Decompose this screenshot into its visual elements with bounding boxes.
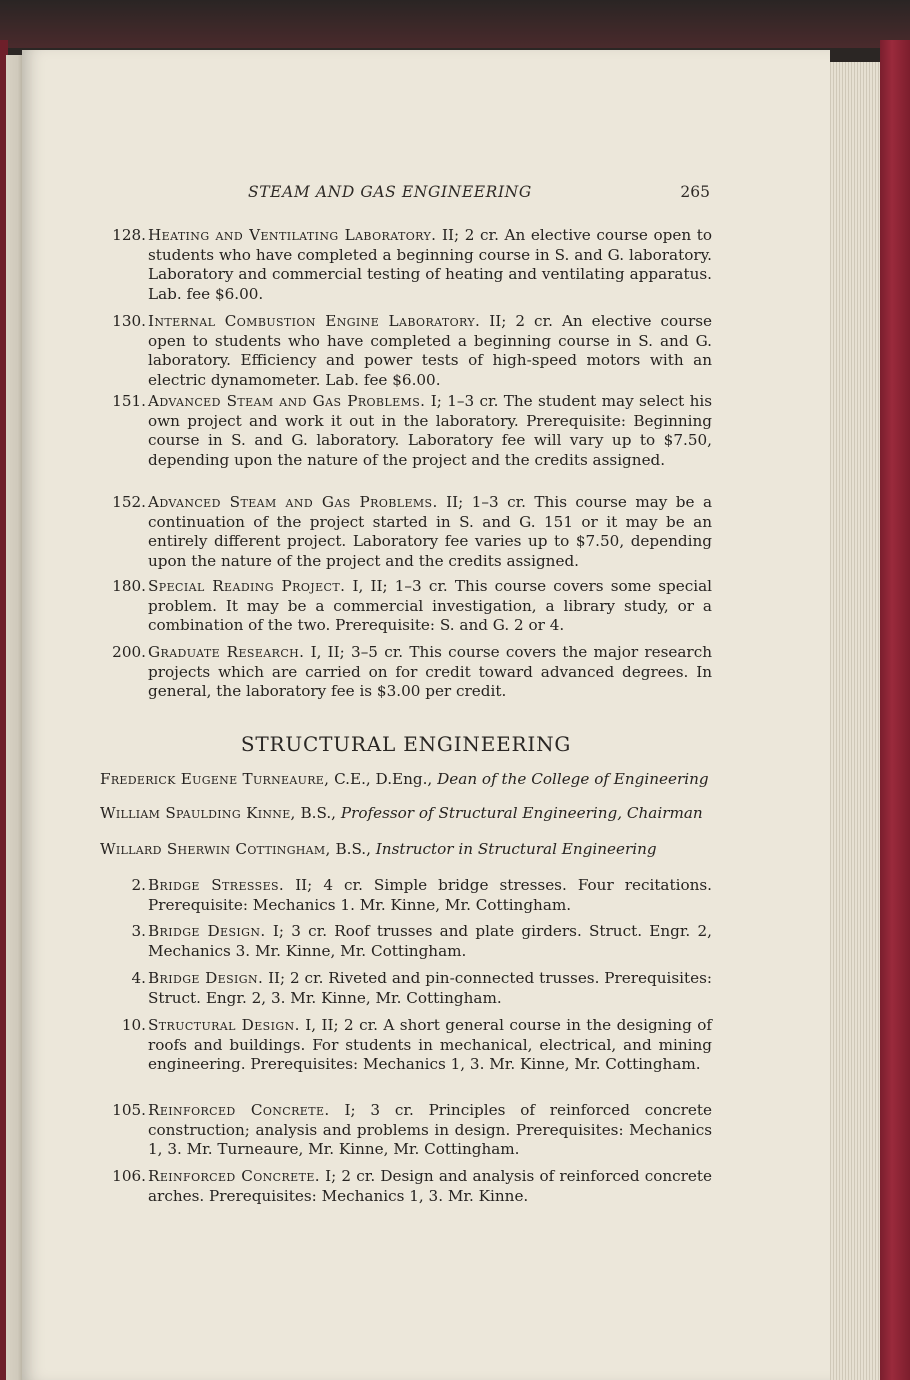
course-description: II; 4 cr. Simple bridge stresses. Four recitations. Prerequisite: Mechanics 1. Mr. Kinne, Mr. Cottingham. (148, 876, 712, 914)
course-entry (100, 876, 712, 915)
staff-entry (100, 840, 712, 860)
running-head (100, 183, 710, 205)
course-entry (100, 392, 712, 471)
course-entry (100, 577, 712, 636)
course-title: Heating and Ventilating Laboratory. (148, 226, 437, 244)
course-number: 128. (112, 226, 146, 244)
staff-name: William Spaulding Kinne, (100, 804, 296, 822)
course-title: Bridge Stresses. (148, 876, 285, 894)
staff-title: Instructor in Structural Engineering (375, 840, 657, 858)
course-entry (100, 643, 712, 702)
staff-entry (100, 804, 712, 824)
course-entry (100, 493, 712, 572)
course-number: 3. (131, 922, 146, 940)
course-title: Special Reading Project. (148, 577, 346, 595)
course-number: 4. (131, 969, 146, 987)
book-cover-top (0, 0, 910, 48)
staff-degrees: B.S., (330, 840, 376, 858)
course-entry (100, 1101, 712, 1160)
book-cover-red-edge (880, 40, 910, 1380)
staff-title: Dean of the College of Engineering (437, 770, 709, 788)
course-description: I; 1–3 cr. The student may select his own project and work it out in the laboratory. Prerequisite: Beginning course in S. and G. laboratory. Laboratory fee will vary up to $7.50, depending upon the nature of the project and the credits assigned. (148, 392, 713, 470)
section-heading: STRUCTURAL ENGINEERING (240, 732, 572, 756)
course-title: Structural Design. (148, 1016, 300, 1034)
page-number: 265 (680, 183, 710, 201)
course-entry (100, 226, 712, 305)
course-description: I; 3 cr. Principles of reinforced concrete construction; analysis and problems in design. Prerequisites: Mechanics 1, 3. Mr. Turneaure, Mr. Kinne, Mr. Cottingham. (148, 1101, 713, 1159)
staff-name: Willard Sherwin Cottingham, (100, 840, 331, 858)
staff-degrees: B.S., (295, 804, 341, 822)
course-entry (100, 922, 712, 961)
staff-title: Professor of Structural Engineering, Chairman (340, 804, 703, 822)
course-description: II; 2 cr. An elective course open to students who have completed a beginning course in S. and G. laboratory. Efficiency and power tests of high-speed motors with an electric dynamometer. Lab. fee $6.00. (148, 312, 713, 390)
course-entry (100, 1167, 712, 1206)
course-description: I; 3 cr. Roof trusses and plate girders. Struct. Engr. 2, Mechanics 3. Mr. Kinne, Mr. Cottingham. (148, 922, 712, 960)
course-entry (100, 969, 712, 1008)
course-number: 10. (121, 1016, 146, 1034)
course-number: 130. (112, 312, 146, 330)
course-entry (100, 312, 712, 391)
page-block-edges (828, 62, 880, 1380)
course-title: Bridge Design. (148, 922, 266, 940)
course-number: 152. (112, 493, 146, 511)
course-title: Graduate Research. (148, 643, 305, 661)
course-description: II; 1–3 cr. This course may be a continuation of the project started in S. and G. 151 or it may be an entirely different project. Laboratory fee varies up to $7.50, depending upon the nature of the project and the credits assigned. (148, 493, 713, 571)
course-description: I, II; 3–5 cr. This course covers the major research projects which are carried on for credit toward advanced degrees. In general, the laboratory fee is $3.00 per credit. (148, 643, 712, 701)
course-title: Reinforced Concrete. (148, 1101, 330, 1119)
course-number: 106. (112, 1167, 146, 1185)
course-title: Internal Combustion Engine Laboratory. (148, 312, 481, 330)
course-number: 200. (112, 643, 146, 661)
course-title: Reinforced Concrete. (148, 1167, 320, 1185)
running-head-title: STEAM AND GAS ENGINEERING (248, 183, 532, 201)
course-number: 105. (112, 1101, 146, 1119)
staff-entry (100, 770, 712, 790)
staff-name: Frederick Eugene Turneaure, (100, 770, 330, 788)
course-number: 151. (112, 392, 146, 410)
course-description: I, II; 1–3 cr. This course covers some special problem. It may be a commercial investigation, a library study, or a combination of the two. Prerequisite: S. and G. 2 or 4. (148, 577, 712, 635)
staff-degrees: C.E., D.Eng., (329, 770, 438, 788)
course-title: Advanced Steam and Gas Problems. (148, 493, 438, 511)
course-entry (100, 1016, 712, 1075)
course-title: Bridge Design. (148, 969, 264, 987)
course-title: Advanced Steam and Gas Problems. (148, 392, 426, 410)
course-description: I; 2 cr. Design and analysis of reinforced concrete arches. Prerequisites: Mechanics 1, 3. Mr. Kinne. (148, 1167, 712, 1205)
course-description: II; 2 cr. Riveted and pin-connected trusses. Prerequisites: Struct. Engr. 2, 3. Mr. Kinne, Mr. Cottingham. (148, 969, 713, 1007)
course-number: 180. (112, 577, 146, 595)
course-number: 2. (131, 876, 146, 894)
course-description: I, II; 2 cr. A short general course in the designing of roofs and buildings. For students in mechanical, electrical, and mining engineering. Prerequisites: Mechanics 1, 3. Mr. Kinne, Mr. Cottingham. (148, 1016, 712, 1074)
course-description: II; 2 cr. An elective course open to students who have completed a beginning course in S. and G. laboratory. Laboratory and commercial testing of heating and ventilating apparatus. Lab. fee $6.00. (148, 226, 712, 304)
